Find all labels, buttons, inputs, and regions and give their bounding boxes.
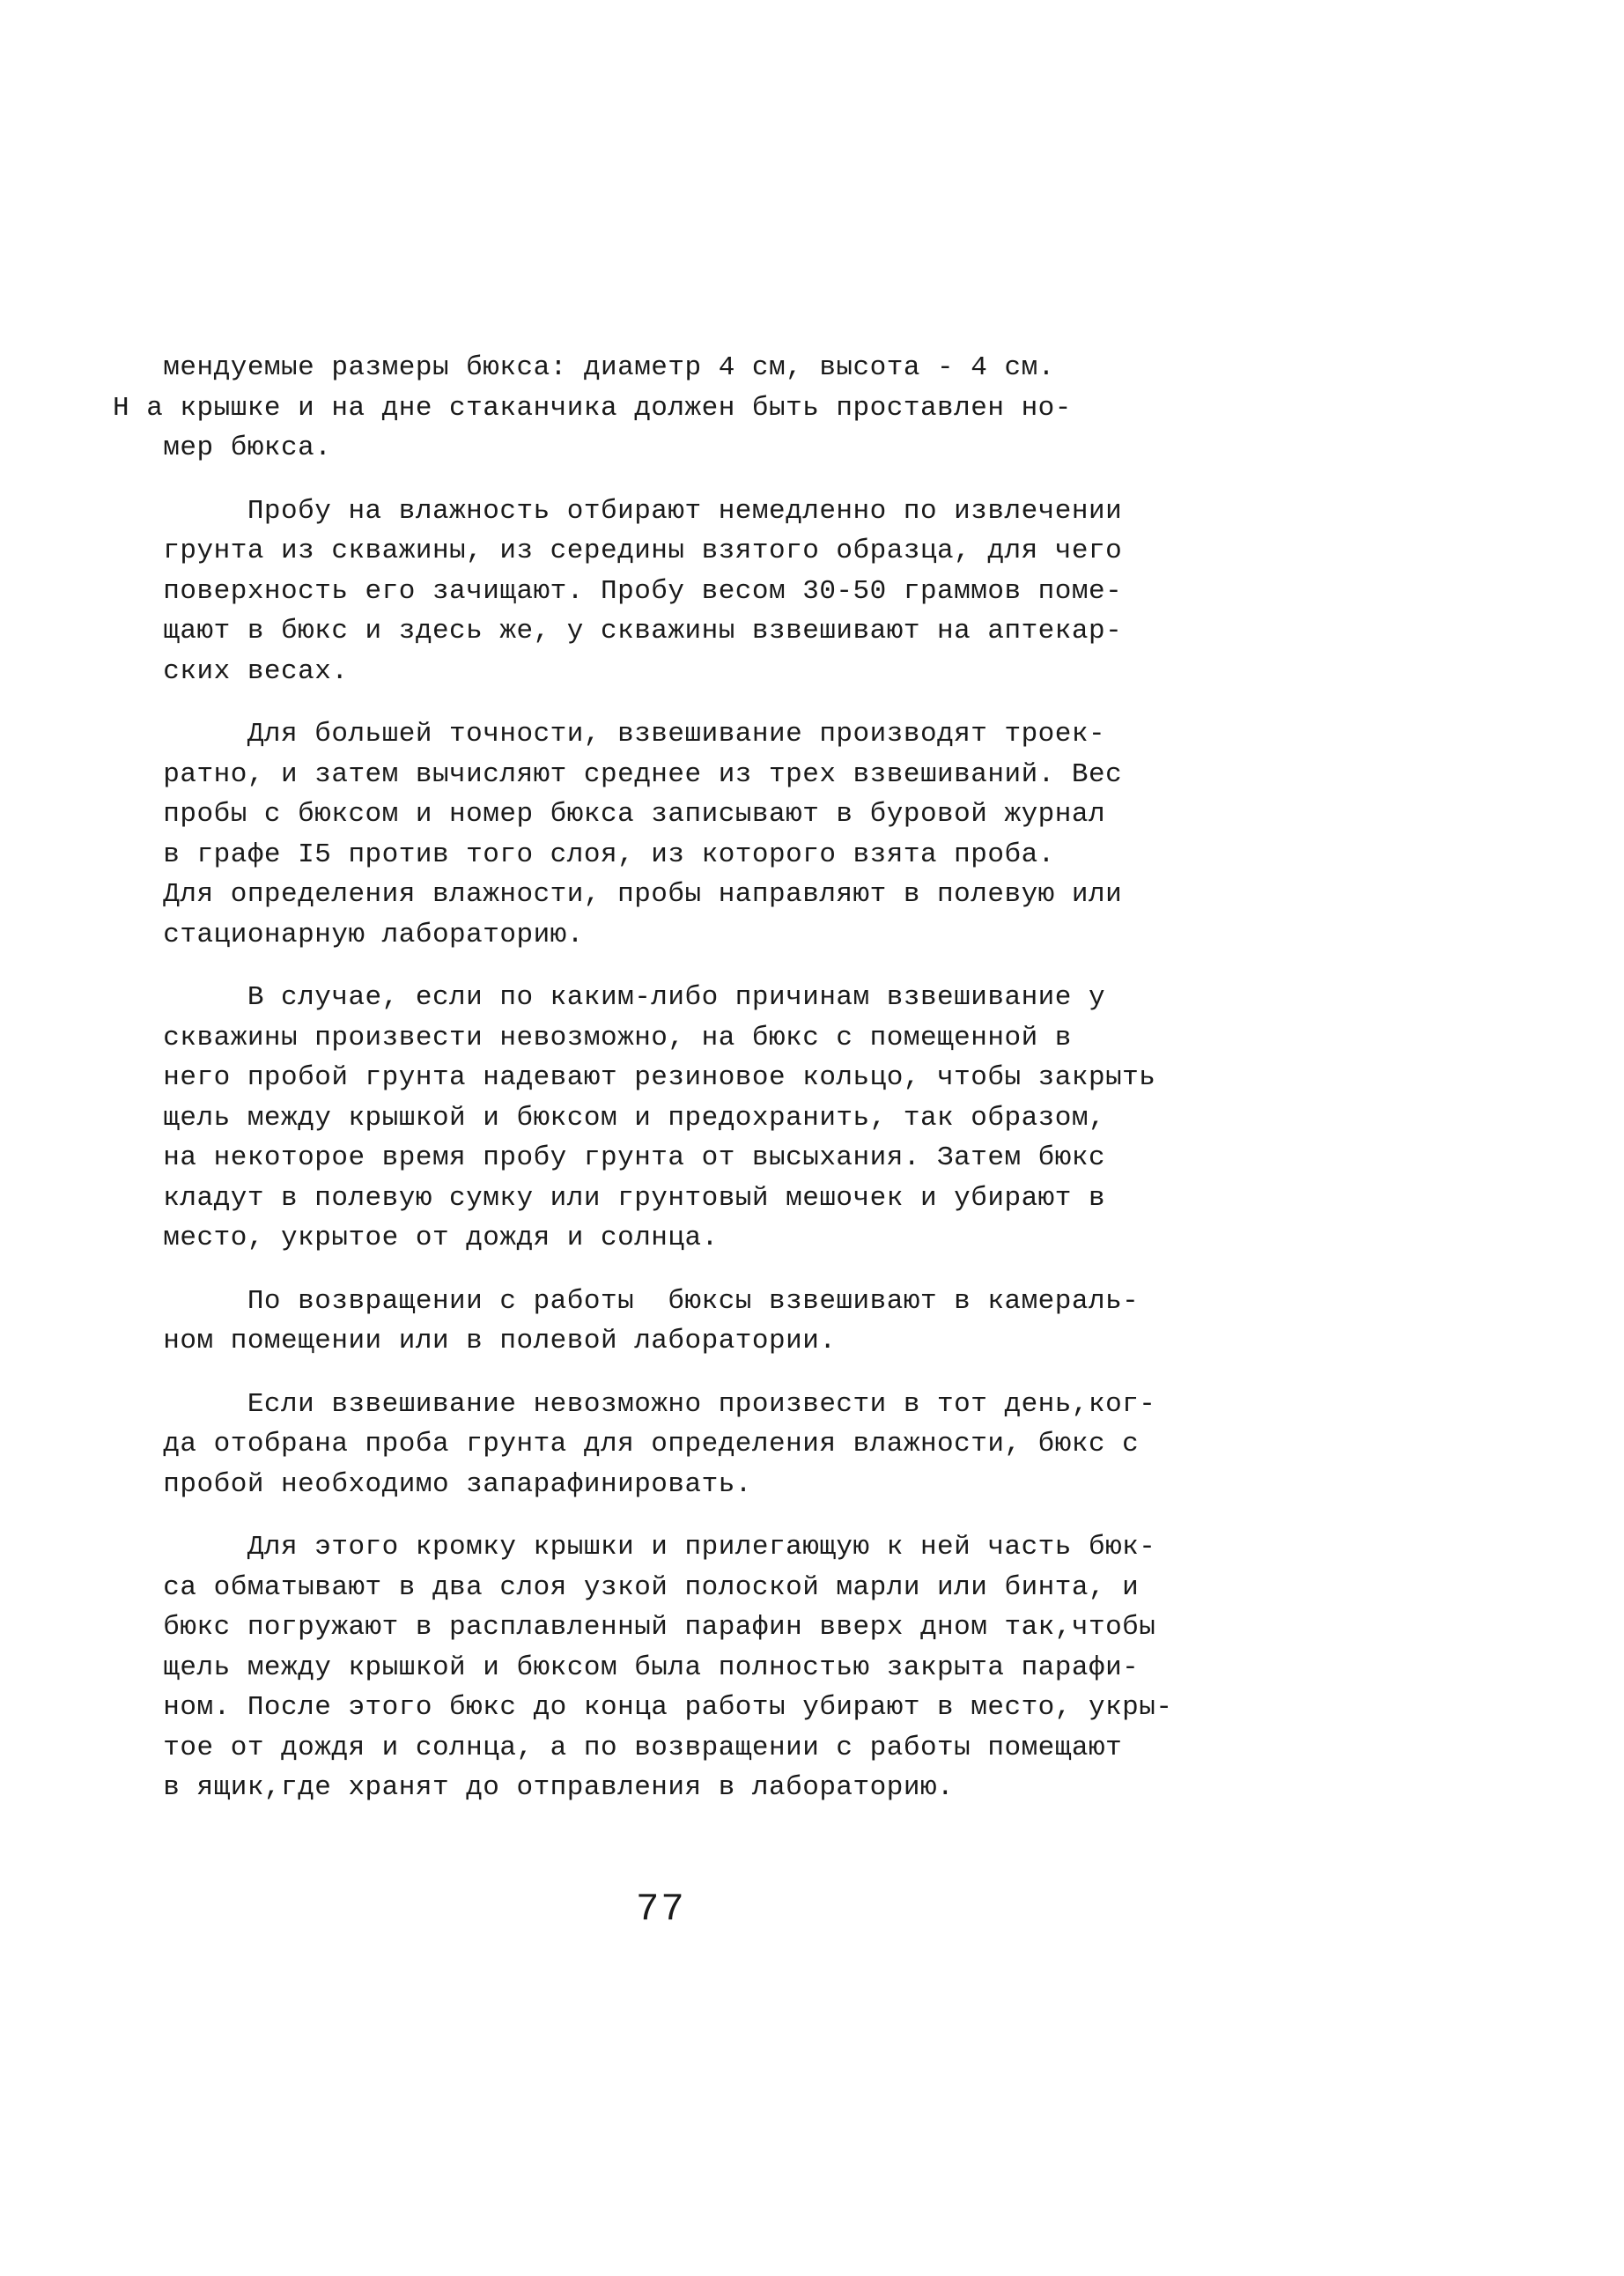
text-line: кладут в полевую сумку или грунтовый мешочек и убирают в [113, 1182, 1106, 1214]
text-line: щают в бюкс и здесь же, у скважины взвешивают на аптекар- [113, 616, 1123, 647]
text-line: в графе I5 против того слоя, из которого взята проба. [113, 839, 1055, 870]
paragraph-7 [113, 1527, 1173, 1808]
paragraph-2 [113, 491, 1170, 692]
text-line: поверхность его зачищают. Пробу весом 30-50 граммов поме- [113, 575, 1123, 607]
text-line: Пробу на влажность отбирают немедленно по извлечении [113, 495, 1123, 527]
text-line: на некоторое время пробу грунта от высыхания. Затем бюкс [113, 1142, 1106, 1173]
body-text [113, 348, 1173, 1831]
page-number: 77 [636, 1888, 686, 1932]
text-line: тое от дождя и солнца, а по возвращении с работы помещают [113, 1732, 1123, 1763]
text-line: стационарную лабораторию. [113, 919, 584, 950]
paragraph-5 [113, 1282, 1170, 1362]
text-line: грунта из скважины, из середины взятого образца, для чего [113, 536, 1123, 566]
text-line: ских весах. [113, 655, 349, 687]
text-line: Для этого кромку крышки и прилегающую к ней часть бюк- [113, 1532, 1156, 1563]
text-line: щель между крышкой и бюксом и предохранить, так образом, [113, 1102, 1106, 1134]
text-line: По возвращении с работы бюксы взвешивают в камераль- [113, 1285, 1140, 1317]
paragraph-6 [113, 1385, 1170, 1505]
text-line: ном помещении или в полевой лаборатории. [113, 1326, 837, 1356]
text-line: мендуемые размеры бюкса: диаметр 4 см, высота - 4 см. [113, 352, 1055, 383]
text-line: него пробой грунта надевают резиновое кольцо, чтобы закрыть [113, 1062, 1156, 1093]
text-line: Для определения влажности, пробы направляют в полевую или [113, 879, 1123, 910]
text-line: мер бюкса. [113, 432, 332, 463]
text-line: ратно, и затем вычисляют среднее из трех взвешиваний. Вес [113, 758, 1123, 790]
text-line: скважины произвести невозможно, на бюкс с помещенной в [113, 1022, 1072, 1053]
text-line: щель между крышкой и бюксом была полностью закрыта парафи- [113, 1652, 1140, 1683]
paragraph-4 [113, 978, 1170, 1259]
text-line: бюкс погружают в расплавленный парафин вверх дном так,чтобы [113, 1612, 1156, 1643]
text-line: место, укрытое от дождя и солнца. [113, 1223, 719, 1253]
text-line: пробы с бюксом и номер бюкса записывают в буровой журнал [113, 799, 1106, 830]
text-line: в ящик,где хранят до отправления в лабораторию. [113, 1772, 955, 1803]
text-line: В случае, если по каким-либо причинам взвешивание у [113, 982, 1106, 1013]
text-line: Если взвешивание невозможно произвести в тот день,ког- [113, 1388, 1156, 1420]
text-line: Н а крышке и на дне стаканчика должен быть проставлен но- [113, 392, 1072, 424]
text-line: да отобрана проба грунта для определения влажности, бюкс с [113, 1429, 1140, 1459]
paragraph-3 [113, 714, 1170, 955]
text-line: пробой необходимо запарафинировать. [113, 1468, 752, 1500]
text-line: ном. После этого бюкс до конца работы убирают в место, укры- [113, 1692, 1173, 1723]
paragraph-1 [113, 348, 1170, 469]
text-line: са обматывают в два слоя узкой полоской марли или бинта, и [113, 1571, 1140, 1603]
text-line: Для большей точности, взвешивание производят троек- [113, 719, 1106, 750]
